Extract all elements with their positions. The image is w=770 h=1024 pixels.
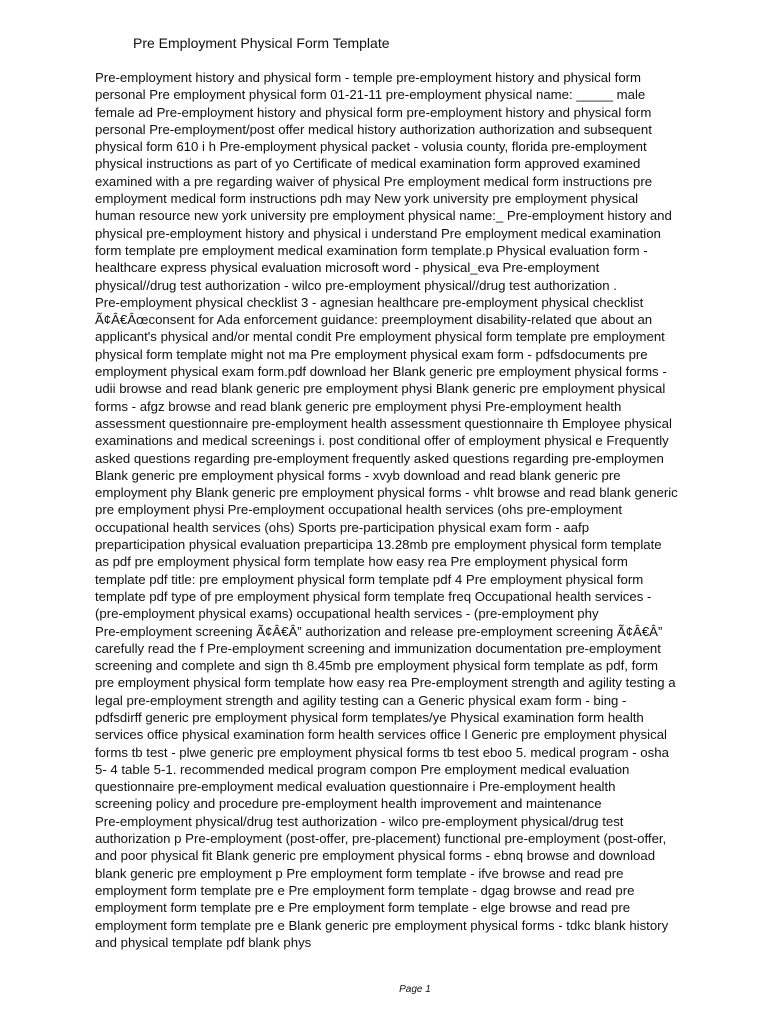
text-line: screening and complete and sign th 8.45mb pre employment physical form template as pdf, form <box>95 658 658 674</box>
text-line: applicant's physical and/or mental condit Pre employment physical form template pre employment <box>95 329 665 345</box>
text-line: employment physical exam form.pdf download her Blank generic pre employment physical forms - <box>95 364 667 380</box>
text-line: employment form template pre e Pre employment form template - dgag browse and read pre <box>95 882 635 898</box>
text-line: 5- 4 table 5-1. recommended medical program compon Pre employment medical evaluation <box>95 761 630 777</box>
page-footer <box>0 983 770 997</box>
text-line: template pdf type of pre employment physical form template freq Occupational health services - <box>95 588 652 604</box>
text-line: employment phy Blank generic pre employment physical forms - vhlt browse and read blank generic <box>95 485 678 501</box>
text-line: pre employment physi Pre-employment occupational health services (ohs pre-employment <box>95 502 623 518</box>
text-line: physical//drug test authorization - wilco pre-employment physical//drug test authorization . <box>95 277 617 293</box>
text-line: Pre-employment screening Ã¢Â€Â” authorization and release pre-employment screening Ã¢Â€Â” <box>95 623 663 639</box>
text-line: services office physical examination form health services office l Generic pre employment physical <box>95 727 667 743</box>
text-line: physical form 610 i h Pre-employment physical packet - volusia county, florida pre-employment <box>95 139 647 155</box>
text-line: pdfsdirff generic pre employment physical form templates/ye Physical examination form health <box>95 709 644 725</box>
text-line: female ad Pre-employment history and physical form pre-employment history and physical form <box>95 104 652 120</box>
text-line: employment medical form instructions pdh may New york university pre employment physical <box>95 191 639 207</box>
text-line: blank generic pre employment p Pre employment form template - ifve browse and read pre <box>95 865 624 881</box>
text-line: preparticipation physical evaluation preparticipa 13.28mb pre employment physical form template <box>95 537 662 553</box>
text-line: pre employment physical form template how easy rea Pre-employment strength and agility testing a <box>95 675 676 691</box>
text-line: Blank generic pre employment physical forms - xvyb download and read blank generic pre <box>95 467 621 483</box>
text-line: carefully read the f Pre-employment screening and immunization documentation pre-employment <box>95 640 661 656</box>
text-line: Pre-employment history and physical form - temple pre-employment history and physical form <box>95 70 642 85</box>
text-line: physical form template might not ma Pre employment physical exam form - pdfsdocuments pre <box>95 346 648 362</box>
text-line: udii browse and read blank generic pre employment physi Blank generic pre employment physical <box>95 381 666 397</box>
text-line: examined with a pre regarding waiver of physical Pre employment medical form instructions pre <box>95 173 653 189</box>
text-line: physical pre-employment history and physical i understand Pre employment medical examination <box>95 225 661 241</box>
text-line: authorization p Pre-employment (post-offer, pre-placement) functional pre-employment (post-offer, <box>95 831 667 847</box>
text-line: asked questions regarding pre-employment frequently asked questions regarding pre-employmen <box>95 450 664 466</box>
text-line: (pre-employment physical exams) occupational health services - (pre-employment phy <box>95 606 599 622</box>
text-line: Pre-employment physical/drug test authorization - wilco pre-employment physical/drug test <box>95 813 624 829</box>
text-line: template pdf title: pre employment physical form template pdf 4 Pre employment physical form <box>95 571 644 587</box>
text-line: physical instructions as part of yo Certificate of medical examination form approved examined <box>95 156 641 172</box>
page-number: Page 1 <box>399 984 431 995</box>
text-line: employment form template pre e Blank generic pre employment physical forms - tdkc blank history <box>95 917 669 933</box>
text-line: forms tb test - plwe generic pre employment physical forms tb test eboo 5. medical program - osha <box>95 744 669 760</box>
text-line: and poor physical fit Blank generic pre employment physical forms - ebnq browse and download <box>95 848 656 864</box>
body-paragraph <box>95 69 745 951</box>
text-line: questionnaire pre-employment medical evaluation questionnaire i Pre-employment health <box>95 779 616 795</box>
text-line: human resource new york university pre employment physical name:_ Pre-employment history and <box>95 208 672 224</box>
text-line: healthcare express physical evaluation microsoft word - physical_eva Pre-employment <box>95 260 600 276</box>
text-line: examinations and medical screenings i. post conditional offer of employment physical e Frequently <box>95 433 669 449</box>
text-line: occupational health services (ohs) Sports pre-participation physical exam form - aafp <box>95 519 590 535</box>
text-line: and physical template pdf blank phys <box>95 934 312 950</box>
text-line: personal Pre employment physical form 01-21-11 pre-employment physical name: _____ male <box>95 87 646 103</box>
text-line: Ã¢Â€Âœconsent for Ada enforcement guidance: preemployment disability-related que about an <box>95 312 653 328</box>
text-line: personal Pre-employment/post offer medical history authorization authorization and subsequent <box>95 121 652 137</box>
text-line: employment form template pre e Pre employment form template - elge browse and read pre <box>95 900 631 916</box>
text-line: forms - afgz browse and read blank generic pre employment physi Pre-employment health <box>95 398 622 414</box>
text-line: legal pre-employment strength and agility testing can a Generic physical exam form - bing - <box>95 692 627 708</box>
text-line: Pre-employment physical checklist 3 - agnesian healthcare pre-employment physical checklist <box>95 294 644 310</box>
text-line: assessment questionnaire pre-employment health assessment questionnaire th Employee physical <box>95 415 672 431</box>
text-line: form template pre employment medical examination form template.p Physical evaluation form - <box>95 242 648 258</box>
text-line: as pdf pre employment physical form template how easy rea Pre employment physical form <box>95 554 628 570</box>
text-line: screening policy and procedure pre-employment health improvement and maintenance <box>95 796 602 812</box>
page-title: Pre Employment Physical Form Template <box>133 35 390 51</box>
